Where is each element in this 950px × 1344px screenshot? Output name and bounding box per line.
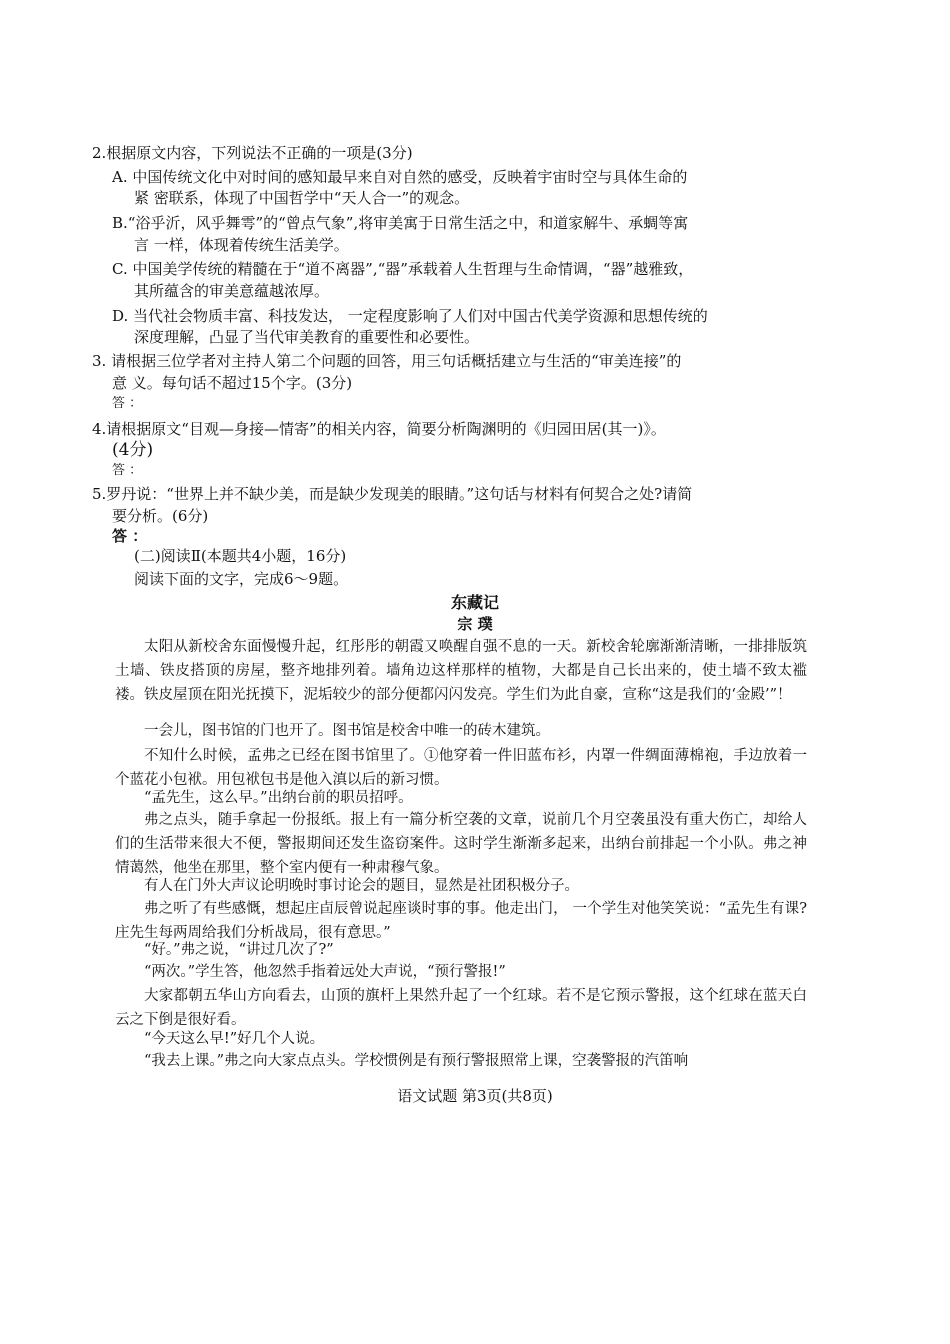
article-paragraph-12: “我去上课。”弗之向大家点点头。学校惯例是有预行警报照常上课，空袭警报的汽笛响 <box>144 1053 689 1069</box>
question-2-option-d-line2: 深度理解，凸显了当代审美教育的重要性和必要性。 <box>134 328 480 346</box>
question-2-option-c-line1: C. 中国美学传统的精髓在于“道不离器”,“器”承载着人生哲理与生命情调，“器”越雅致， <box>112 260 694 278</box>
article-paragraph-11: “今天这么早!”好几个人说。 <box>144 1031 325 1047</box>
question-2-stem: 2.根据原文内容，下列说法不正确的一项是(3分) <box>92 144 413 162</box>
question-2-option-d-line1: D. 当代社会物质丰富、科技发达， 一定程度影响了人们对中国古代美学资源和思想传统的 <box>112 307 708 325</box>
question-4-answer-label: 答 ： <box>112 463 143 478</box>
article-paragraph-1: 太阳从新校舍东面慢慢升起，红彤彤的朝霞又唤醒自强不息的一天。新校舍轮廓渐渐清晰，一排排版筑土墙、铁皮搭顶的房屋，整齐地排列着。墙角边这样那样的植物，大都是自己长出来的，使土墙不致太褴褛。铁皮屋顶在阳光抚摸下，泥垢较少的部分便都闪闪发亮。学生们为此自豪，宣称“这是我们的‘金殿’”！ <box>115 639 807 703</box>
question-2-option-c-line2: 其所蕴含的审美意蕴越浓厚。 <box>134 282 330 300</box>
article-paragraph-8: “好。”弗之说，“讲过几次了?” <box>144 942 334 958</box>
question-2-option-a-line1: A. 中国传统文化中对时间的感知最早来自对自然的感受，反映着宇宙时空与具体生命的 <box>112 168 688 186</box>
article-paragraph-10: 大家都朝五华山方向看去，山顶的旗杆上果然升起了一个红球。若不是它预示警报，这个红球在蓝天白云之下倒是很好看。 <box>115 988 807 1028</box>
article-title: 东藏记 <box>450 593 499 612</box>
question-5-line1: 5.罗丹说：“世界上并不缺少美，而是缺少发现美的眼睛。”这句话与材料有何契合之处?请简 <box>92 485 693 503</box>
question-5-line2: 要分析。(6分) <box>112 507 209 525</box>
question-3-answer-label: 答 ： <box>112 396 143 411</box>
question-2-option-a-line2: 紧 密联系，体现了中国哲学中“天人合一”的观念。 <box>134 189 470 207</box>
question-3-line2: 意 义。每句话不超过15个字。(3分) <box>112 374 353 392</box>
question-5-answer-label: 答 ： <box>112 527 148 545</box>
question-2-option-b-line1: B.“浴乎沂，风乎舞雩”的“曾点气象”,将审美寓于日常生活之中，和道家解牛、承蜩等寓 <box>112 214 689 232</box>
question-4-line2: (4分) <box>112 440 154 460</box>
article-paragraph-6: 有人在门外大声议论明晚时事讨论会的题目，显然是社团积极分子。 <box>144 878 579 894</box>
article-paragraph-5: 弗之点头，随手拿起一份报纸。报上有一篇分析空袭的文章，说前几个月空袭虽没有重大伤亡，却给人们的生活带来很大不便，警报期间还发生盗窃案件。这时学生渐渐多起来，出纳台前排起一个小队。弗之神情蔼然，他坐在那里，整个室内便有一种肃穆气象。 <box>115 812 807 876</box>
article-author: 宗 璞 <box>457 615 493 633</box>
article-paragraph-9: “两次。”学生答，他忽然手指着远处大声说，“预行警报!” <box>144 964 506 980</box>
question-2-option-b-line2: 言 一样，体现着传统生活美学。 <box>134 236 349 254</box>
question-3-line1: 3. 请根据三位学者对主持人第二个问题的回答，用三句话概括建立与生活的“审美连接”的 <box>92 352 682 370</box>
article-paragraph-4: “孟先生，这么早。”出纳台前的职员招呼。 <box>144 790 413 806</box>
article-paragraph-3: 不知什么时候，孟弗之已经在图书馆里了。①他穿着一件旧蓝布衫，内罩一件绸面薄棉袍，手边放着一个蓝花小包袱。用包袱包书是他入滇以后的新习惯。 <box>115 748 807 788</box>
section-heading: (二)阅读Ⅱ(本题共4小题，16分) <box>134 547 347 565</box>
article-paragraph-7: 弗之听了有些感慨，想起庄卣辰曾说起座谈时事的事。他走出门， 一个学生对他笑笑说：“孟先生有课?庄先生每两周给我们分析战局，很有意思。” <box>115 901 807 941</box>
page-footer: 语文试题 第3页(共8页) <box>397 1087 553 1105</box>
question-4-line1: 4.请根据原文“目观—身接—情寄”的相关内容，简要分析陶渊明的《归园田居(其一)》。 <box>92 420 666 438</box>
section-instruction: 阅读下面的文字，完成6～9题。 <box>134 570 349 588</box>
article-paragraph-2: 一会儿，图书馆的门也开了。图书馆是校舍中唯一的砖木建筑。 <box>144 723 550 739</box>
